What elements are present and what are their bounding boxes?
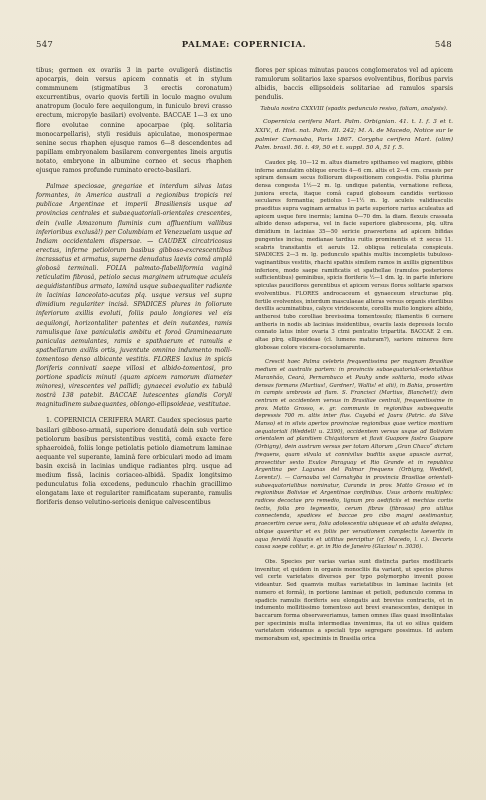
left-column [36, 66, 232, 507]
genus-habitat-paragraph: Palmae speciosae, gregariae et interdum silvas latas formantes, in America australi a regionibus tropicis rei publicae Argentinae et imperii Brasiliensis usque ad provincias centrales et subaequatoriali-orientales crescentes, dein (valle Amazonum fluminis cum affluentium vallibus inferioribus exclusâ!) per Columbiam et Venezuelam usque ad Indiam occidentalem dispersae. — CAUDEX circatricosus erectus, inferne petiolorum basibus gibboso-excrescentibus incrassatus et armatus, superne denudatus laevis comâ amplâ globosâ terminali. FOLIA palmato-flabelliformia vaginâ reticulatim fibrosâ, petiolo secus marginem utrumque aculeis aequidistantibus armato, laminâ usque subaequaliter radiante in lacinias lanceolato-acutas plq. usque versus vel supra dimidium regulariter incisâ. SPADICES plures in foliorum inferiorum axillis evoluti, foliis paulo longiores vel eis aequilongi, horizontaliter patentes et dein nutantes, ramis ramulisque laxe paniculatis ambitu et foroâ Gramineaarum paniculas aemulantes, ramis e spathaerum et ramulis e spathellarum axillis ortis, juventute omnino indumento molli-tomentoso denso albicante vestitis. FLORES laxius in spicis floriferis connivati saepe villosi et albido-tomentosi, pro portione spadicis minuti (quam apicem ramorum diameter minores), virescentes vel pallidi; gynaecei evolutio ex tabulâ nostrâ 138 patebit. BACCAE lutescentes glandis Coryli magnitudinem subaequantes, oblongo-ellipsoideae, vestitutae. [36, 183, 232, 409]
synonymy-paragraph: Copernicia cerifera Mart. Palm. Orbignian. 41. t. I. f. 3 et t. XXIV., d. Hist. nat. Palm. III. 242; M. A. de Macedo, Notice sur le palmier Carnauba, Paris 1867. Corypha cerifera Mart. (olim) Palm. brasil. 56. t. 49, 50 et t. suppl. 50 A, 51 f. 5. [255, 119, 453, 152]
observation-paragraph: Obs. Species per varias varias sunt distincta partes modilicaris invenitur, et quidem in organis monocliis ita variant, ut specios plures vel certe varietates diversos per typo polymorpho invenit posse videantur. Sed quamvis multas varietatibus in laminae laciniis (et numero et formâ), in portione laminae et petioli, pedunculo comma in spadicis ramulis floriferis seu elongatis aut brevius contractis, et in indumento mollitissimo tomentoso aut brevi evanescentes, denique in baccarum forma observaveriamus, tamen omnes illas quasi insollintalas per speciminis multa intermedias invenimus, ita ut eo silius quidem varietatem videamus a speciali typo segregare possimus. Id autem memorabum est, speciminis in Brasilia orica [255, 559, 453, 643]
detailed-description-paragraph: Caudex plq. 10—12 m. altus diametro spithameo vel magiore, gibbis inferne annulatim oblique erectis 4—6 cm. altis et 2—4 cm. crassis per spiram densam secus folliorum dispositionem congestis. Folia plurima densa congesta 1½—2 m. lg. undique patentia, vernatione reflexa, juniora erecta, itaque comâ capud globosum candidis vertiosso seculares formantia; petiolus 1—1½ m. lg. aculeis validiusculis praeditus supra vaginam armatus in parte superiore rarius aculeatus ad apicem usque fere inermis; lamina 0—70 dm. la diam. flexuis crassata albido denso adspersa, vel in facie superiore glabrescens, plq. ultra dimidium in lacinias 35—50 sericie praevertens ad apicem bifidas pungentes incisa; medianae tardius ruitis prominentis et ± secus 11. scabris transitantis et aeruis 12. obliqua reticulata conspicuis. SPADICES 2—3 m. lg. pedunculo spathis multis incompletis tubuloso-vaginantibus vestitis, rhachi spathis similem ramos in axillis gignentibus inferiore, modo saepe ramificatis et spathellae (ramulos posteriores sufficientibus) geminibus, spicis floriferis ½—1 dm. lg. in parte inferiore spiculas pauciflores gerentibus et apicem versus flores solitarie sparsos evolventibus. FLORES androcaceum et gynaeceum structurae plq. fertile evolventes, interdum masculaeae alteras versus organis sterilibus devillis acuminatibus, calyce viridescente, corollis multo longiore albido, antheresi tubo corolliae brevissima tomentosulo; filamentis 6 cernere antheris in nodis ab lacinias insidentibus, ovariis laxis depressis loculo connato latus inter ovaria 3 ctmi pentcatio tripartita. BACCAE 2 cm. altae plrq. ellipsoideae (cl. lumens maturam?), sariore minores fere globosae colore viscera-cocsolumarente. [255, 159, 453, 351]
right-column [255, 66, 453, 644]
species-description-continued: flores per spicas minutas paucos conglomeratos vel ad apicem ramulorum solitarios laxe sparsos evolventibus, floribus parvis albidis, baccis ellipsoideis solitariae ad ramulos sparsis pendulis. [255, 67, 453, 102]
plate-caption: Tabula nostra CXXVIII (spadix pedunculo resiso, foliam, analysis). [260, 106, 448, 113]
page-number-right: 548 [434, 40, 452, 50]
running-title: PALMAE: COPERNICIA. [181, 40, 307, 50]
page-number-left: 547 [36, 40, 54, 50]
page-header [36, 40, 452, 54]
distribution-paragraph: Crescit haec Palma celebris frequentissima per magnam Brasiliae medium et australis partem: in provinciis subaequatoriali-orientalibus Maranhão, Ceará, Pernambuco et Pauhy unde solitaria, modo silvas densas formans (Martius!, Gardner!, Wallis! et alii), in Bahia, prosertim in campis umbrosis ad flum. S. Francisci (Martius, Blanchet!); dein centrum et occidentem versus in Brasiliae centrali, frequentissime in prov. Matto Grosso, e. gr. communis in regionibus subsequeutis depressis 700 m. altis inter flus. Cuyabá et Jauru (Patric. da Silva Manso) et in silvis apertos provinciae regionibus quae vertice montium aequatoriali (Weddell! u. 2390), occidentem versus usque ad Boliviam orientalem ad planitiem Chiquitorum et flavii Guapore fastro Guapore (Orbigny), dein austrum versus per totam Altorum „Gran Chaco“ dictam frequens, quam silvula ut connivilus buditis usque apuscie aurrat, provectitur sexto Exulce Paraguay et Rio Grande et in republica Argentina per Lagunas del Palmar frequens (Orbigny, Weddell, Lorentz!). — Carnauba vel Carnahyba in provincia Brasiliae orientali-subaequatorialibus nominatur, Caranda in prov. Matto Grosso et in regionibus Boliviae et Argentinae confinibus. Usus arboris multiplex: radices decoctae pro remedio, lignum pro aedificiis et mechias cortis tectis, folia pro tegmentis, cerum fibras (fibrosas) pro utilius connectenda, spadices et baccae pro cibo magni aestimantur, praecertim cerae sera, folia adolescentia ubiqueae et ab adulta delapsa, ubique quaeritur et ex foliis per versationem complectis laevertis in aqua fervidâ liquatis et utilitus percipitur (cf. Macedo, l. c.). Decoris causa saepe colitur, e. gr. in Rio de Janeiro (Glaziou! n. 3036). [255, 359, 453, 551]
genus-description-continued: tibus; germen ex ovariis 3 in parte ovuligerâ distinctis apocarpis, dein versus apicem connatis et in stylum commmunem (stigmatibus 3 erectis coronatum) excurrentibus, ovario quovis fertili in loculo magno ovulum anatropum (loculo fere aequilongum, in funiculo brevi crasso erectum, micropyle basilari) evolvente. BACCAE 1—3 ex uno flore evolutae connine apocarpae (plq. solitaria monocarpellaris), styli residuis apiculatae, monospermae senine secus rhaphen ejusque ramos 6—8 descendentes ad papillam embryonalem basilarem convergentes lineis argutis notato, embryone in albumine corneo et secus rhaphen ejusque ramos profunde ruminato erecto-basilari. [36, 67, 232, 175]
species-description-paragraph: 1. COPERNICIA CERIFERA MART. Caudex speciosus parte basilari gibboso-armatâ, superiore denudatâ dein sub vertice petiolorum basibus persistentibus vestitâ, comâ exacte fere sphaeroideâ, foliis longe petiolatis petiolo diametrum laminae aequante vel superante, laminâ fere orbiculari modo ad imam basin excisâ in lacinias undique radiantes plrq. usque ad medium fissâ, lacinis coriaceo-albidâ. Spadix longitsimo pedunculatus folia excedens, pedunculo rhachin gracillimo elongatam laxe et regulariter ramificatam superante, ramulis floriferis denso velutino-sericeis denique calvescentibus [36, 417, 232, 507]
